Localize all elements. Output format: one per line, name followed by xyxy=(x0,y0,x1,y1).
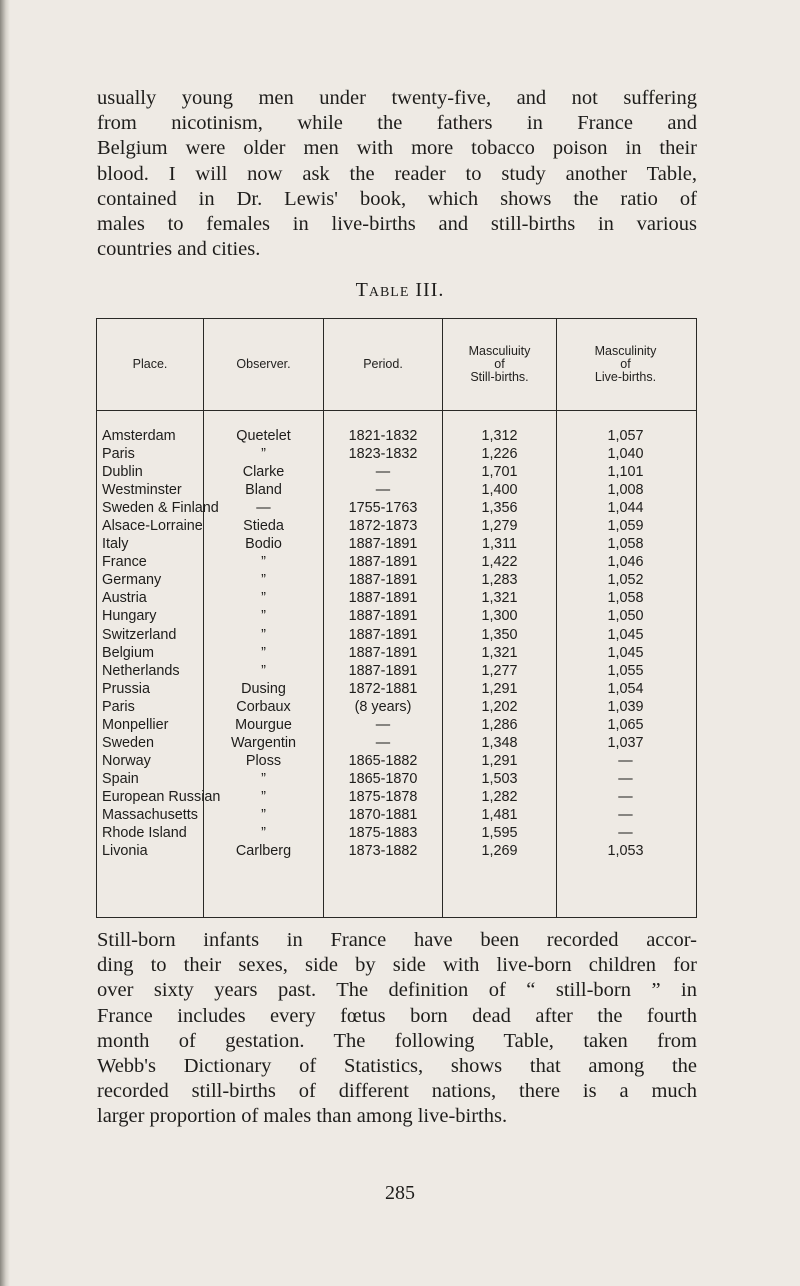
table-border-bottom xyxy=(96,917,697,918)
cell-observer: ” xyxy=(261,788,266,805)
cell-live: 1,054 xyxy=(607,680,644,697)
cell-observer: Corbaux xyxy=(236,698,291,715)
cell-observer: ” xyxy=(261,608,266,625)
text-line: Still-born infants in France have been recorded accor- xyxy=(97,929,697,951)
cell-live: 1,101 xyxy=(607,464,644,481)
cell-observer: Stieda xyxy=(243,518,284,535)
cell-place: Spain xyxy=(102,770,139,787)
cell-place: Massachusetts xyxy=(102,806,198,823)
cell-place: Paris xyxy=(102,446,135,463)
following-paragraph xyxy=(97,928,697,1130)
cell-still: 1,321 xyxy=(481,590,518,607)
cell-observer: ” xyxy=(261,554,266,571)
cell-observer: Quetelet xyxy=(236,428,291,444)
cell-live: 1,045 xyxy=(607,626,644,643)
table-row xyxy=(96,716,697,734)
cell-place: Austria xyxy=(102,590,147,607)
table-row xyxy=(96,535,697,553)
cell-period: 1875-1883 xyxy=(348,825,418,842)
table-row xyxy=(96,824,697,842)
table-row xyxy=(96,788,697,806)
cell-period: 1887-1891 xyxy=(348,608,418,625)
cell-still: 1,321 xyxy=(481,644,518,661)
cell-place: Belgium xyxy=(102,644,154,661)
text-line: over sixty years past. The definition of “ still-born ” in xyxy=(97,979,697,1002)
cell-live: 1,008 xyxy=(607,482,644,499)
cell-period: 1821-1832 xyxy=(348,428,418,444)
masculinity-table xyxy=(96,318,697,918)
cell-still: 1,291 xyxy=(481,680,518,697)
cell-period: 1887-1891 xyxy=(348,554,418,571)
cell-period: 1823-1832 xyxy=(348,446,418,463)
cell-live: 1,058 xyxy=(607,536,644,553)
cell-still: 1,481 xyxy=(481,806,518,823)
text-line: France includes every fœtus born dead after the fourth xyxy=(97,1004,697,1027)
table-row xyxy=(96,752,697,770)
cell-observer: ” xyxy=(261,806,266,823)
table-title: Table III. xyxy=(355,279,445,301)
cell-live: 1,065 xyxy=(607,716,644,733)
cell-still: 1,595 xyxy=(481,825,518,842)
table-row xyxy=(96,806,697,824)
cell-live: 1,045 xyxy=(607,644,644,661)
header-period: Period. xyxy=(363,356,403,371)
cell-still: 1,701 xyxy=(481,464,518,481)
cell-observer: ” xyxy=(261,662,266,679)
text-line: larger proportion of males than among live-births. xyxy=(97,1105,508,1128)
cell-period: 1887-1891 xyxy=(348,626,418,643)
text-line: month of gestation. The following Table, taken from xyxy=(97,1029,697,1052)
cell-observer: Bodio xyxy=(245,536,282,553)
cell-period: 1887-1891 xyxy=(348,536,418,553)
cell-place: Dublin xyxy=(102,464,143,481)
cell-period: 1865-1882 xyxy=(348,752,418,769)
cell-still: 1,356 xyxy=(481,500,518,517)
cell-place: Westminster xyxy=(102,482,182,499)
table-row xyxy=(96,626,697,644)
cell-still: 1,503 xyxy=(481,770,518,787)
cell-still: 1,226 xyxy=(481,446,518,463)
cell-place: France xyxy=(102,554,147,571)
table-row xyxy=(96,463,697,481)
cell-place: Italy xyxy=(102,536,129,553)
header-still-births: Masculiuity of Still-births. xyxy=(468,343,531,384)
cell-live: 1,050 xyxy=(607,608,644,625)
table-row xyxy=(96,842,697,860)
cell-live: — xyxy=(618,806,633,823)
cell-period: 1865-1870 xyxy=(348,770,418,787)
cell-live: — xyxy=(618,825,633,842)
cell-still: 1,283 xyxy=(481,572,518,589)
cell-period: 1887-1891 xyxy=(348,662,418,679)
cell-still: 1,300 xyxy=(481,608,518,625)
cell-place: Livonia xyxy=(102,843,148,860)
cell-place: Hungary xyxy=(102,608,157,625)
page-edge-shadow xyxy=(0,0,10,1286)
table-row xyxy=(96,571,697,589)
cell-place: European Russian xyxy=(102,788,221,805)
cell-period: 1887-1891 xyxy=(348,590,418,607)
cell-observer: Mourgue xyxy=(235,716,292,733)
cell-place: Paris xyxy=(102,698,135,715)
cell-live: 1,057 xyxy=(607,428,644,444)
cell-place: Sweden xyxy=(102,734,155,751)
cell-period: — xyxy=(375,716,391,733)
table-row xyxy=(96,553,697,571)
cell-live: 1,053 xyxy=(607,843,644,860)
text-line: Webb's Dictionary of Statistics, shows that among the xyxy=(97,1055,697,1078)
cell-observer: Wargentin xyxy=(230,734,297,751)
cell-live: 1,058 xyxy=(607,590,644,607)
text-line: blood. I will now ask the reader to study another Table, xyxy=(97,162,697,185)
text-line: usually young men under twenty-five, and not suffering xyxy=(97,87,697,109)
text-line: countries and cities. xyxy=(97,238,261,261)
cell-place: Norway xyxy=(102,752,151,769)
cell-observer: ” xyxy=(261,644,266,661)
table-row xyxy=(96,644,697,662)
table-row xyxy=(96,607,697,625)
cell-live: 1,039 xyxy=(607,698,644,715)
header-live-births: Masculinity of Live-births. xyxy=(594,343,657,384)
cell-period: 1875-1878 xyxy=(348,788,418,805)
cell-live: 1,040 xyxy=(607,446,644,463)
cell-place: Amsterdam xyxy=(102,428,176,444)
cell-still: 1,286 xyxy=(481,716,518,733)
cell-still: 1,277 xyxy=(481,662,518,679)
cell-still: 1,291 xyxy=(481,752,518,769)
cell-place: Alsace-Lorraine xyxy=(102,518,203,535)
table-row xyxy=(96,445,697,463)
cell-still: 1,269 xyxy=(481,843,518,860)
cell-observer: Clarke xyxy=(242,464,285,481)
cell-still: 1,350 xyxy=(481,626,518,643)
cell-still: 1,282 xyxy=(481,788,518,805)
text-line: males to females in live-births and still-births in various xyxy=(97,213,697,236)
cell-period: 1870-1881 xyxy=(348,806,418,823)
text-line: contained in Dr. Lewis' book, which shows the ratio of xyxy=(97,187,697,210)
header-place: Place. xyxy=(132,356,168,371)
cell-live: 1,059 xyxy=(607,518,644,535)
cell-observer: Ploss xyxy=(245,752,282,769)
cell-live: — xyxy=(618,770,633,787)
cell-observer: ” xyxy=(261,626,266,643)
cell-observer: Bland xyxy=(245,482,282,499)
cell-place: Netherlands xyxy=(102,662,180,679)
table-row xyxy=(96,770,697,788)
cell-observer: ” xyxy=(261,825,266,842)
table-row xyxy=(96,427,697,445)
cell-still: 1,311 xyxy=(482,536,517,553)
cell-live: 1,044 xyxy=(607,500,644,517)
cell-period: — xyxy=(375,482,391,499)
table-row xyxy=(96,589,697,607)
cell-still: 1,422 xyxy=(481,554,518,571)
cell-observer: Dusing xyxy=(241,680,286,697)
cell-place: Prussia xyxy=(102,680,150,697)
cell-period: (8 years) xyxy=(354,698,412,715)
cell-place: Sweden & Finland xyxy=(102,500,219,517)
cell-period: 1887-1891 xyxy=(348,572,418,589)
table-row xyxy=(96,698,697,716)
cell-live: 1,037 xyxy=(607,734,644,751)
table-row xyxy=(96,680,697,698)
cell-still: 1,348 xyxy=(481,734,518,751)
page-number: 285 xyxy=(385,1182,415,1204)
table-row xyxy=(96,662,697,680)
cell-period: 1755-1763 xyxy=(348,500,418,517)
text-line: ding to their sexes, side by side with live-born children for xyxy=(97,954,697,977)
cell-observer: — xyxy=(256,500,271,517)
cell-period: 1873-1882 xyxy=(348,843,418,860)
cell-place: Switzerland xyxy=(102,626,177,643)
cell-still: 1,312 xyxy=(481,428,518,444)
cell-period: 1887-1891 xyxy=(348,644,418,661)
cell-observer: ” xyxy=(261,446,266,463)
cell-observer: Carlberg xyxy=(235,843,292,860)
cell-period: — xyxy=(375,464,391,481)
cell-period: — xyxy=(375,734,391,751)
cell-live: 1,055 xyxy=(607,662,644,679)
cell-live: — xyxy=(618,788,633,805)
cell-period: 1872-1881 xyxy=(348,680,418,697)
text-line: recorded still-births of different nations, there is a much xyxy=(97,1080,697,1103)
cell-still: 1,279 xyxy=(481,518,518,535)
intro-paragraph xyxy=(97,86,697,262)
table-row xyxy=(96,481,697,499)
header-observer: Observer. xyxy=(236,356,291,371)
cell-place: Germany xyxy=(102,572,162,589)
text-line: from nicotinism, while the fathers in France and xyxy=(97,112,697,135)
cell-observer: ” xyxy=(261,590,266,607)
cell-observer: ” xyxy=(261,572,266,589)
cell-still: 1,400 xyxy=(481,482,518,499)
cell-observer: ” xyxy=(261,770,266,787)
cell-live: 1,046 xyxy=(607,554,644,571)
table-row xyxy=(96,517,697,535)
cell-period: 1872-1873 xyxy=(348,518,418,535)
table-row xyxy=(96,734,697,752)
table-body xyxy=(96,427,697,860)
cell-place: Monpellier xyxy=(102,716,169,733)
header-rule xyxy=(96,410,697,411)
cell-live: 1,052 xyxy=(607,572,644,589)
table-row xyxy=(96,499,697,517)
text-line: Belgium were older men with more tobacco poison in their xyxy=(97,137,697,160)
cell-still: 1,202 xyxy=(481,698,518,715)
cell-place: Rhode Island xyxy=(102,825,187,842)
cell-live: — xyxy=(618,752,633,769)
